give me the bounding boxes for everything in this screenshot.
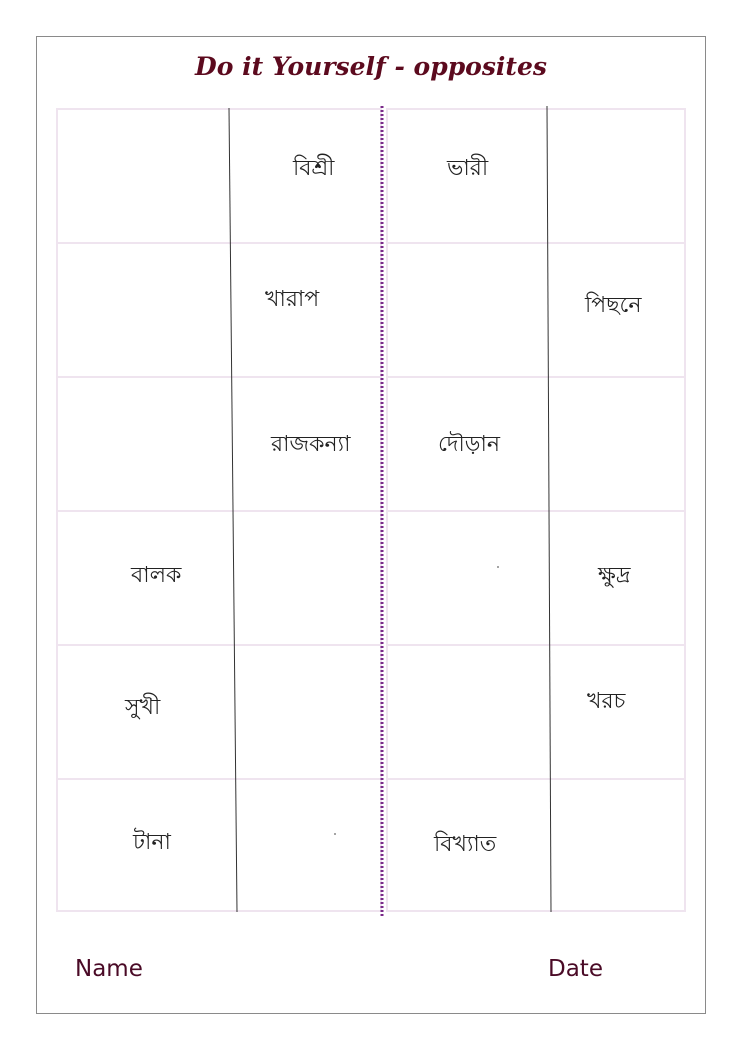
row-1-right-box [386,108,686,244]
row-3-right-box [386,376,686,512]
opposites-grid [56,108,686,912]
row-5-right-box [386,644,686,780]
row-6-col-3-word: বিখ্যাত [434,832,497,857]
row-5-col-4-word: খরচ [587,689,626,714]
speck-mark [334,833,336,835]
row-2-col-2-word: খারাপ [265,287,320,312]
row-5-left-box [56,644,382,780]
row-3-col-3-word: দৌড়ান [438,432,500,457]
row-6-right-box [386,778,686,912]
row-2-col-4-word: পিছনে [585,293,642,318]
speck-mark [497,566,499,568]
row-6-left-box [56,778,382,912]
date-label: Date [548,956,603,982]
row-4-col-1-word: বালক [131,563,182,588]
worksheet-title: Do it Yourself - opposites [195,52,547,81]
row-3-col-2-word: রাজকন্যা [271,432,351,457]
row-4-right-box [386,510,686,646]
row-6-col-1-word: টানা [133,830,171,855]
row-5-col-1-word: সুখী [125,695,161,720]
row-2-left-box [56,242,382,378]
row-4-col-4-word: ক্ষুদ্র [598,563,631,588]
row-4-left-box [56,510,382,646]
row-1-col-3-word: ভারী [447,156,489,181]
row-1-col-2-word: বিশ্রী [293,156,335,181]
name-label: Name [75,956,143,982]
